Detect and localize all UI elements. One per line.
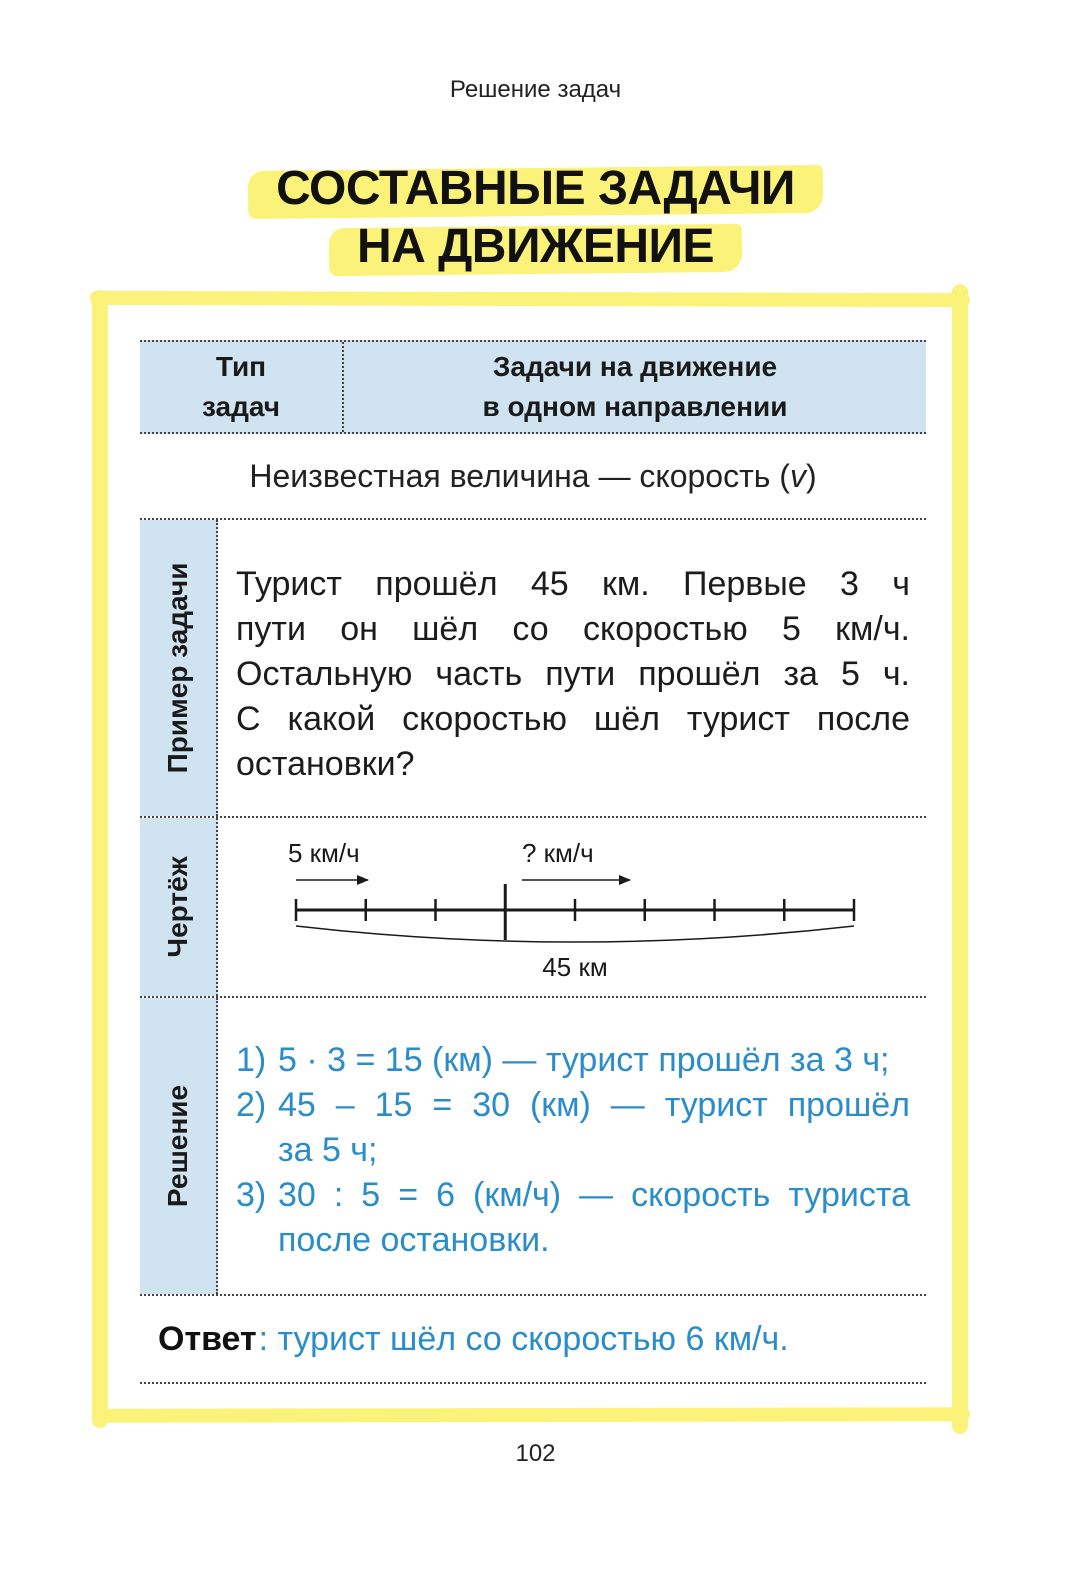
example-label: Пример задачи <box>162 562 193 774</box>
motion-diagram <box>226 818 926 998</box>
drawing-label: Чертёж <box>162 856 193 958</box>
example-line: пути он шёл со скоростью 5 км/ч. <box>236 610 910 648</box>
step-line: 5 · 3 = 15 (км) — турист прошёл за 3 ч; <box>278 1041 890 1079</box>
example-line: остановки? <box>236 745 415 783</box>
step-number: 3) <box>236 1176 267 1214</box>
header-value-cell <box>344 342 926 432</box>
unknown-symbol: v <box>789 457 806 494</box>
step-line: 45 – 15 = 30 (км) — турист прошёл <box>278 1086 910 1124</box>
step-line: после остановки. <box>278 1221 550 1259</box>
step-number: 2) <box>236 1086 267 1124</box>
solution-label: Решение <box>162 1084 193 1208</box>
example-line: Остальную часть пути прошёл за 5 ч. <box>236 655 910 693</box>
header-type-line-2: задач <box>201 391 281 422</box>
highlight-frame-left <box>92 290 108 1428</box>
example-line: Турист прошёл 45 км. Первые 3 ч <box>236 565 910 603</box>
header-value-line-2: в одном направлении <box>482 391 788 422</box>
example-side-cell <box>140 520 218 816</box>
distance-segment-line <box>296 884 854 940</box>
unknown-quantity-row <box>140 434 926 520</box>
example-row <box>140 520 926 818</box>
example-text <box>236 562 910 787</box>
highlight-frame-right <box>952 284 968 1434</box>
running-head: Решение задач <box>449 76 622 103</box>
solution-row <box>140 998 926 1296</box>
highlight-frame-top <box>90 291 970 307</box>
solution-side-cell <box>140 998 218 1294</box>
unknown-prefix: Неизвестная величина — скорость ( <box>249 457 790 494</box>
highlight-frame-bottom <box>92 1407 970 1423</box>
drawing-side-cell <box>140 818 218 996</box>
table-header <box>140 340 926 434</box>
solution-step-2 <box>236 1083 910 1173</box>
answer-row <box>140 1296 926 1384</box>
solution-step-3 <box>236 1173 910 1263</box>
header-type-cell <box>140 342 344 432</box>
total-distance-brace <box>296 926 854 942</box>
page-number: 102 <box>515 1440 556 1467</box>
header-value-line-1: Задачи на движение <box>492 351 778 382</box>
drawing-row <box>140 818 926 998</box>
page-title-line-1: СОСТАВНЫЕ ЗАДАЧИ <box>248 160 823 218</box>
page-title-line-2: НА ДВИЖЕНИЕ <box>329 218 742 276</box>
step-line: 30 : 5 = 6 (км/ч) — скорость туриста <box>278 1176 910 1214</box>
title-line-1-wrap <box>0 160 1071 218</box>
speed-2-label: ? км/ч <box>522 838 594 868</box>
answer-text: : турист шёл со скоростью 6 км/ч. <box>258 1319 789 1358</box>
example-line: С какой скоростью шёл турист после <box>236 700 910 738</box>
answer-label: Ответ <box>158 1319 257 1358</box>
title-line-2-wrap <box>0 218 1071 276</box>
speed-1-label: 5 км/ч <box>288 838 360 868</box>
total-distance-label: 45 км <box>542 952 608 982</box>
solution-steps <box>236 1038 910 1263</box>
step-line: за 5 ч; <box>278 1131 378 1169</box>
step-number: 1) <box>236 1041 267 1079</box>
solution-step-1 <box>236 1038 910 1083</box>
header-type-line-1: Тип <box>215 351 267 382</box>
unknown-suffix: ) <box>805 457 817 494</box>
